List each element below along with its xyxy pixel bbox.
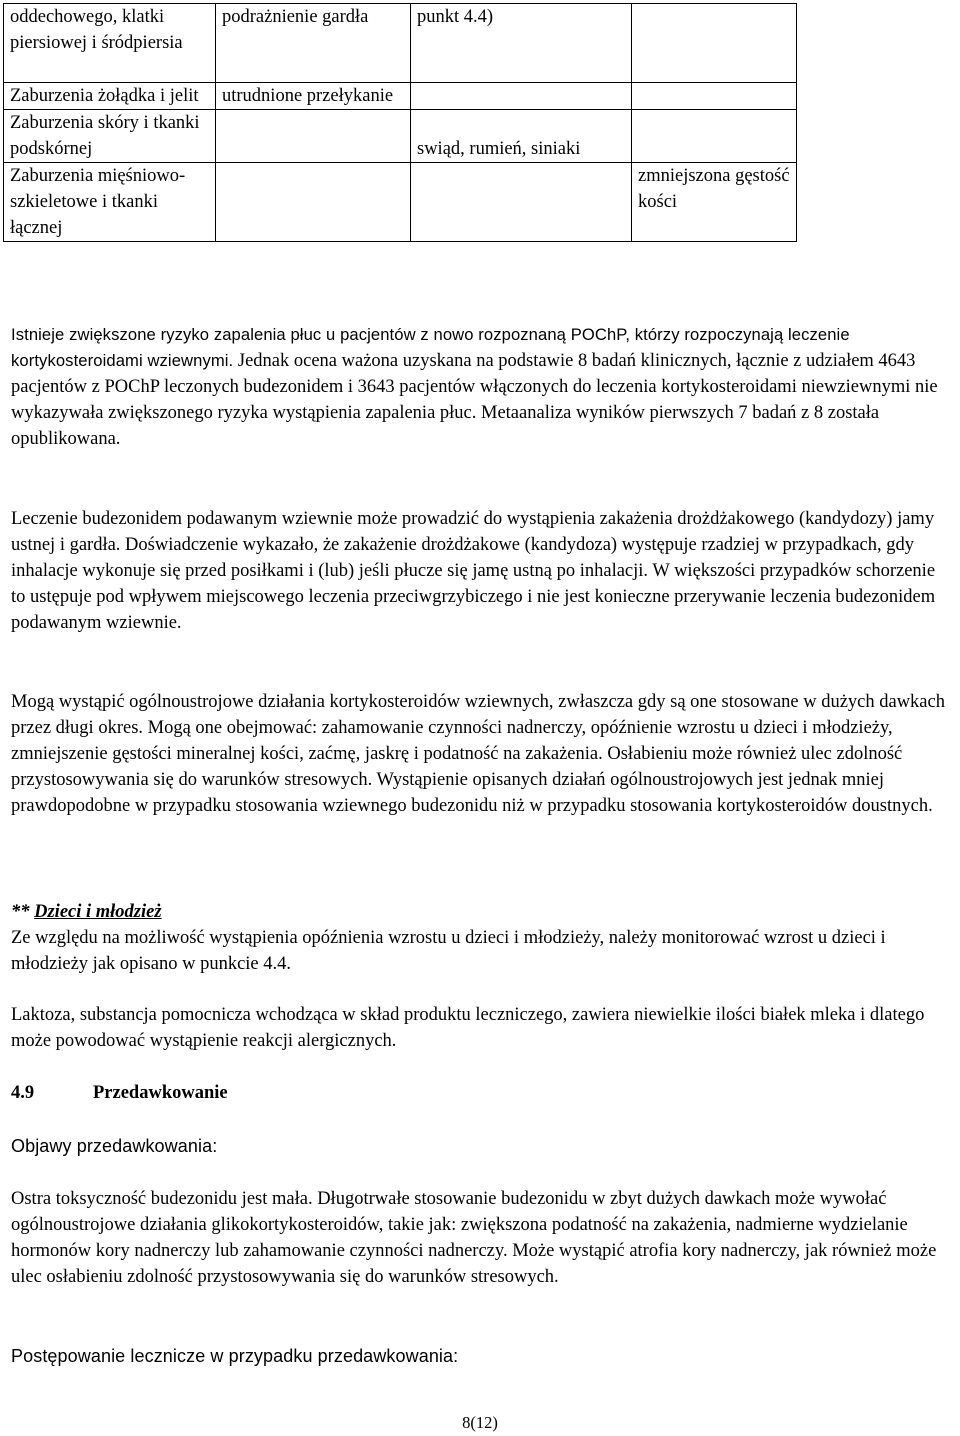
paragraph-systemic-effects: Mogą wystąpić ogólnoustrojowe działania kortykosteroidów wziewnych, zwłaszcza gdy są one stosowane w dużych dawkach przez długi okres. Mogą one obejmować: zahamowanie czynności nadnerczy, opóźnienie wzrostu u dzieci i młodzieży, zmniejszenie gęstości mineralnej kości, zaćmę, jaskrę i podatność na zakażenia. Osłabieniu może również ulec zdolność przystosowywania się do warunków stresowych. Wystąpienie opisanych działań ogólnoustrojowych jest jednak mniej prawdopodobne w przypadku stosowania wziewnego budezonidu niż w przypadku stosowania kortykosteroidów doustnych. [11,692,945,816]
table-cell-organ: Zaburzenia skóry i tkanki podskórnej [4,110,216,163]
table-cell: utrudnione przełykanie [216,83,411,110]
table-cell-organ: oddechowego, klatki piersiowej i śródpiersia [4,4,216,83]
table-cell: zmniejszona gęstość kości [632,163,797,242]
paragraph-candidiasis: Leczenie budezonidem podawanym wziewnie może prowadzić do wystąpienia zakażenia drożdżakowego (kandydozy) jamy ustnej i gardła. Doświadczenie wykazało, że zakażenie drożdżakowe (kandydoza) występuje rzadziej w przypadkach, gdy inhalacje wykonuje się przed posiłkami i (lub) jeśli płucze się jamę ustną po inhalacji. W większości przypadków schorzenie to ustępuje pod wpływem miejscowego leczenia przeciwgrzybiczego i nie jest konieczne przerywanie leczenia budezonidem podawanym wziewnie. [11,509,936,633]
paragraph-lactose: Laktoza, substancja pomocnicza wchodząca w skład produktu leczniczego, zawiera niewielkie ilości białek mleka i dlatego może powodować wystąpienie reakcji alergicznych. [11,1005,925,1051]
table-cell [216,163,411,242]
table-cell-organ: Zaburzenia żołądka i jelit [4,83,216,110]
table-row [4,163,797,242]
heading-children-title: Dzieci i młodzież [34,902,162,922]
section-number: 4.9 [11,1083,35,1103]
paragraph-children: Ze względu na możliwość wystąpienia opóźnienia wzrostu u dzieci i młodzieży, należy monitorować wzrost u dzieci i młodzieży jak opisano w punkcie 4.4. [11,928,886,974]
table-cell [411,83,632,110]
table-cell [216,110,411,163]
page-number: 8(12) [462,1413,498,1432]
table-cell [632,83,797,110]
table-cell [632,110,797,163]
section-title: Przedawkowanie [93,1083,228,1103]
table-cell [411,163,632,242]
heading-children [11,899,949,925]
adverse-effects-table [3,3,797,242]
table-cell: podrażnienie gardła [216,4,411,83]
section-heading [11,1080,949,1106]
table-cell: swiąd, rumień, siniaki [411,110,632,163]
table-cell-organ: Zaburzenia mięśniowo-szkieletowe i tkanki łącznej [4,163,216,242]
paragraph-sans-part: Istnieje zwiększone ryzyko zapalenia płuc u pacjentów z nowo rozpoznaną POChP, którzy rozpoczynają leczenie kortykosteroidami wziewnymi. [11,325,850,370]
table-cell [632,4,797,83]
table-cell: punkt 4.4) [411,4,632,83]
table-row [4,4,797,83]
table-row [4,110,797,163]
symptoms-label: Objawy przedawkowania: [11,1136,218,1156]
treatment-label: Postępowanie lecznicze w przypadku przedawkowania: [11,1346,459,1366]
paragraph-pneumonia-risk [11,322,949,452]
paragraph-overdose: Ostra toksyczność budezonidu jest mała. Długotrwałe stosowanie budezonidu w zbyt dużych dawkach może wywołać ogólnoustrojowe działania glikokortykosteroidów, takie jak: zwiększona podatność na zakażenia, nadmierne wydzielanie hormonów kory nadnerczy lub zahamowanie czynności nadnerczy. Może wystąpić atrofia kory nadnerczy, jak również może ulec osłabieniu zdolność przystosowywania się do warunków stresowych. [11,1189,937,1287]
table-row [4,83,797,110]
heading-prefix: ** [11,902,35,922]
paragraph-serif-part: Jednak ocena ważona uzyskana na podstawie 8 badań klinicznych, łącznie z udziałem 4643 pacjentów z POChP leczonych budezonidem i 3643 pacjentów włączonych do leczenia kortykosteroidami niewziewnymi nie wykazywała zwiększonego ryzyka wystąpienia zapalenia płuc. Metaanaliza wyników pierwszych 7 badań z 8 została opublikowana. [11,351,938,449]
